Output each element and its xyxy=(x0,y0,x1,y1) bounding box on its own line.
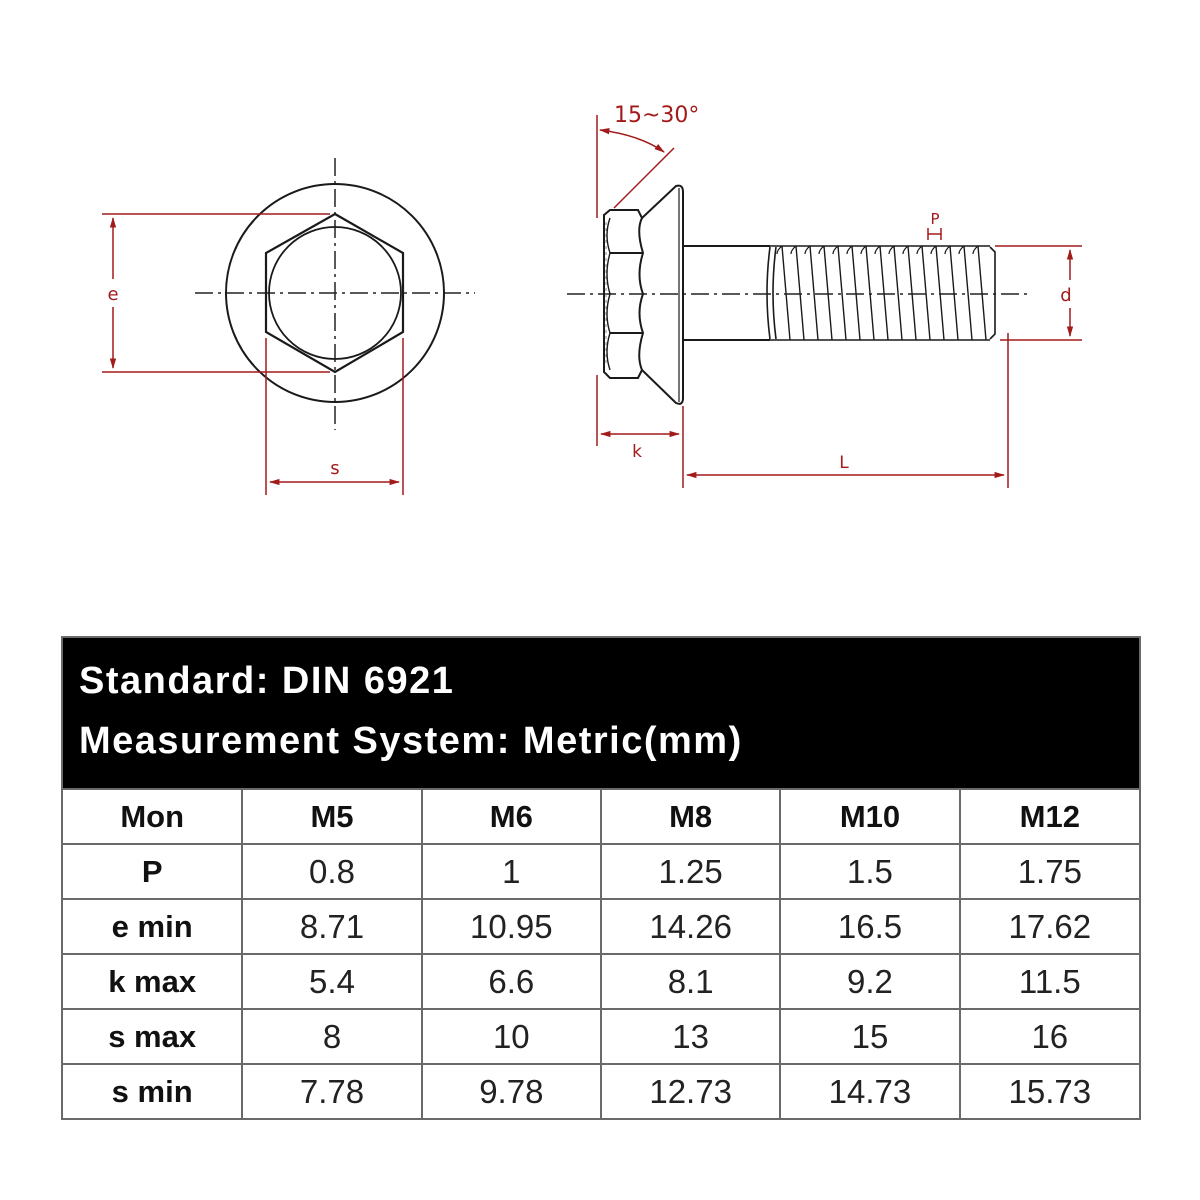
table-cell: 1.5 xyxy=(780,844,959,899)
table-cell: 12.73 xyxy=(601,1064,780,1118)
table-cell: 16.5 xyxy=(780,899,959,954)
row-label: k max xyxy=(63,954,242,1009)
e-dimension-label: e xyxy=(107,284,119,305)
thread-lines xyxy=(782,246,986,340)
table-cell: 10 xyxy=(422,1009,601,1064)
dimensions-table xyxy=(63,790,1139,1118)
spec-table xyxy=(61,636,1141,1120)
column-header: Mon xyxy=(63,790,242,844)
L-dimension-label: L xyxy=(839,453,849,473)
table-row xyxy=(63,899,1139,954)
angle-dimension-label: 15~30° xyxy=(614,103,700,128)
table-cell: 17.62 xyxy=(960,899,1139,954)
row-label: s max xyxy=(63,1009,242,1064)
table-cell: 8.1 xyxy=(601,954,780,1009)
side-view-drawing xyxy=(567,103,1082,488)
table-cell: 8 xyxy=(242,1009,421,1064)
table-cell: 9.78 xyxy=(422,1064,601,1118)
table-cell: 16 xyxy=(960,1009,1139,1064)
column-header: M10 xyxy=(780,790,959,844)
column-header: M6 xyxy=(422,790,601,844)
column-header: M12 xyxy=(960,790,1139,844)
row-label: s min xyxy=(63,1064,242,1118)
s-dimension-label: s xyxy=(330,458,340,479)
d-dimension-label: d xyxy=(1060,285,1072,306)
pitch-dimension-label: P xyxy=(930,210,940,228)
table-cell: 1.25 xyxy=(601,844,780,899)
table-cell: 6.6 xyxy=(422,954,601,1009)
table-row xyxy=(63,1009,1139,1064)
end-view-drawing xyxy=(102,158,475,495)
column-header: M5 xyxy=(242,790,421,844)
table-row xyxy=(63,954,1139,1009)
standard-title: Standard: DIN 6921 xyxy=(79,660,455,702)
row-label: e min xyxy=(63,899,242,954)
table-cell: 15 xyxy=(780,1009,959,1064)
table-cell: 8.71 xyxy=(242,899,421,954)
table-cell: 10.95 xyxy=(422,899,601,954)
column-header: M8 xyxy=(601,790,780,844)
table-header-row xyxy=(63,790,1139,844)
table-header xyxy=(63,638,1139,790)
table-cell: 1 xyxy=(422,844,601,899)
table-cell: 9.2 xyxy=(780,954,959,1009)
table-cell: 14.73 xyxy=(780,1064,959,1118)
table-cell: 0.8 xyxy=(242,844,421,899)
table-cell: 11.5 xyxy=(960,954,1139,1009)
table-cell: 7.78 xyxy=(242,1064,421,1118)
table-cell: 1.75 xyxy=(960,844,1139,899)
table-row xyxy=(63,1064,1139,1118)
table-cell: 13 xyxy=(601,1009,780,1064)
table-cell: 15.73 xyxy=(960,1064,1139,1118)
table-cell: 14.26 xyxy=(601,899,780,954)
k-dimension-label: k xyxy=(632,442,642,462)
table-row xyxy=(63,844,1139,899)
row-label: P xyxy=(63,844,242,899)
table-cell: 5.4 xyxy=(242,954,421,1009)
measurement-system-title: Measurement System: Metric(mm) xyxy=(79,720,743,762)
